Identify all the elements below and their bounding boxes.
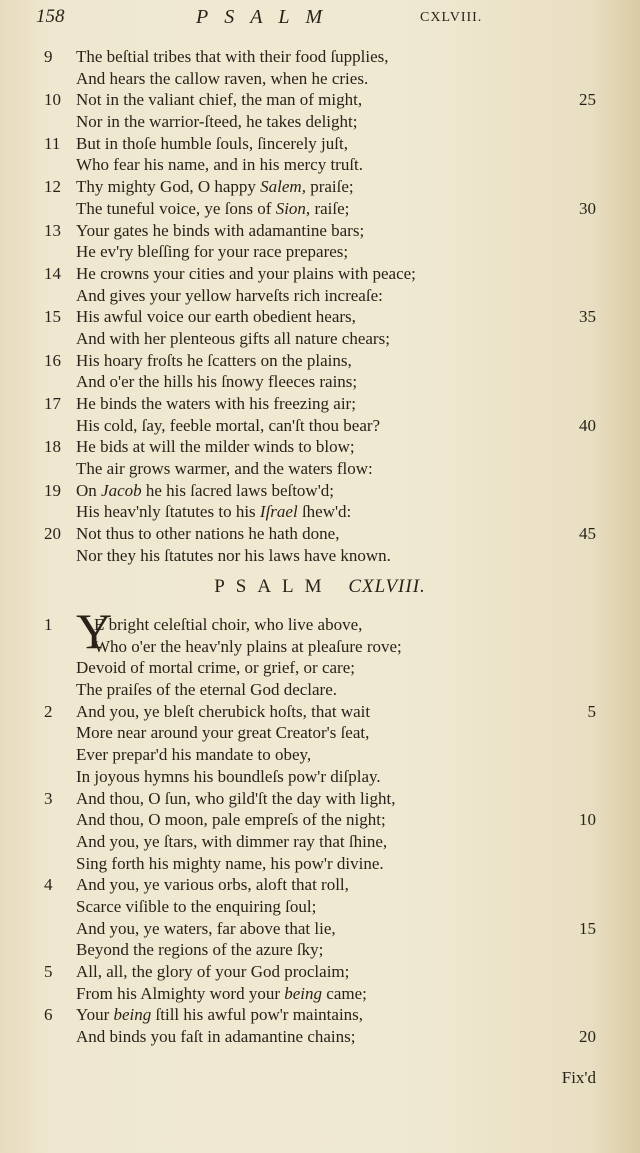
line-count-number: 15: [579, 918, 596, 938]
psalm-heading-number: CXLVIII.: [348, 576, 426, 597]
verse-line: [0, 350, 640, 372]
verse-line: [0, 874, 640, 896]
verse-line: [0, 939, 640, 961]
verse-text: He ev'ry bleſſing for your race prepares;: [76, 242, 349, 262]
running-header: [36, 6, 596, 30]
verse-text: Nor in the warrior-ſteed, he takes delight;: [76, 112, 358, 132]
verse-line: [0, 766, 640, 788]
verse-line: [0, 371, 640, 393]
verse-line: [0, 657, 640, 679]
psalm-heading-title: PSALM: [214, 576, 333, 597]
verse-line: [0, 523, 640, 545]
verse-text-part: he his ſacred laws beſtow'd;: [141, 480, 334, 500]
line-count-number: 45: [579, 524, 596, 544]
verse-text: The praiſes of the eternal God declare.: [76, 680, 338, 700]
verse-line: [0, 636, 640, 658]
verse-line: [0, 220, 640, 242]
verse-text: And you, ye various orbs, aloft that roll,: [76, 875, 349, 895]
verse-italic-word: Jacob: [101, 480, 142, 500]
verse-number: 17: [44, 394, 61, 413]
psalm-heading: [0, 576, 640, 598]
verse-number: 18: [44, 437, 61, 457]
verse-text: Scarce viſible to the enquiring ſoul;: [76, 896, 317, 916]
verse-text: Nor they his ſtatutes nor his laws have known.: [76, 545, 391, 565]
verse-italic-word: being: [113, 1005, 152, 1025]
verse-line: [0, 722, 640, 744]
verse-number: 2: [44, 701, 53, 721]
verse-text: Devoid of mortal crime, or grief, or care;: [76, 658, 355, 678]
verse-number: 11: [44, 133, 61, 153]
verse-line: [0, 501, 640, 523]
verse-text-part: ſtill his awful pow'r maintains,: [151, 1005, 364, 1025]
verse-number: 5: [44, 962, 53, 981]
line-count-number: 20: [579, 1027, 596, 1047]
verse-line: [0, 480, 640, 502]
verse-italic-word: Iſrael: [259, 502, 298, 522]
line-count-number: 35: [579, 307, 596, 327]
verse-text: The air grows warmer, and the waters flow:: [76, 459, 373, 479]
verse-number: 12: [44, 177, 61, 197]
verse-line: [0, 809, 640, 831]
verse-text: Beyond the regions of the azure ſky;: [76, 940, 324, 960]
verse-number: 9: [44, 47, 53, 66]
verse-line: [0, 176, 640, 198]
verse-line: [0, 285, 640, 307]
verse-text: [76, 983, 367, 1005]
verse-line: [0, 436, 640, 458]
verse-line: [0, 679, 640, 701]
verse-text-part: The tuneful voice, ye ſons of: [76, 198, 276, 218]
verse-text: And o'er the hills his ſnowy fleeces rains;: [76, 372, 358, 392]
verse-line: [0, 111, 640, 133]
verse-text: His awful voice our earth obedient hears,: [76, 307, 356, 327]
verse-text-part: From his Almighty word your: [76, 983, 285, 1003]
verse-line: [0, 918, 640, 940]
page-number: 158: [36, 6, 65, 27]
verse-line: [0, 241, 640, 263]
line-count-number: 5: [587, 701, 596, 721]
verse-line: [0, 263, 640, 285]
verse-text: And gives your yellow harveſts rich increaſe:: [76, 285, 383, 305]
verse-text: [76, 176, 354, 198]
verse-line: [0, 328, 640, 350]
verse-line: [0, 68, 640, 90]
verse-text: And with her plenteous gifts all nature chears;: [76, 328, 390, 348]
line-count-number: 40: [579, 415, 596, 435]
verse-text: He bids at will the milder winds to blow;: [76, 437, 355, 457]
verse-line: [0, 1004, 640, 1026]
line-count-number: 10: [579, 810, 596, 830]
verse-text: Ever prepar'd his mandate to obey,: [76, 745, 312, 765]
verse-line: [0, 1026, 640, 1048]
verse-text: E bright celeſtial choir, who live above,: [94, 615, 363, 634]
verse-text-part: His heav'nly ſtatutes to his: [76, 502, 260, 522]
verse-line: [0, 545, 640, 567]
verse-line: [0, 393, 640, 415]
verse-italic-word: Salem,: [260, 177, 306, 197]
verse-line: [0, 198, 640, 220]
verse-number: 10: [44, 90, 61, 110]
verse-line: [0, 46, 640, 68]
verse-text: Sing forth his mighty name, his pow'r divine.: [76, 853, 384, 873]
verse-number: 15: [44, 307, 61, 327]
verse-line: [0, 306, 640, 328]
verse-text: Not in the valiant chief, the man of might,: [76, 90, 363, 110]
verse-line: [0, 853, 640, 875]
verse-text: The beſtial tribes that with their food ſupplies,: [76, 47, 389, 66]
verse-text: Your gates he binds with adamantine bars;: [76, 220, 365, 240]
verse-line: [0, 133, 640, 155]
verse-line: [0, 614, 640, 636]
verse-text-part: came;: [322, 983, 367, 1003]
verse-line: [0, 831, 640, 853]
verse-text: And you, ye bleſt cherubick hoſts, that wait: [76, 701, 371, 721]
verse-text: He crowns your cities and your plains with peace;: [76, 263, 416, 283]
verse-text: Not thus to other nations he hath done,: [76, 524, 340, 544]
psalm-148-verses: [0, 614, 640, 1048]
verse-text: [76, 198, 349, 220]
verse-line: [0, 154, 640, 176]
verse-number: 3: [44, 788, 53, 808]
verse-text: And hears the callow raven, when he cries.: [76, 68, 369, 88]
verse-text: But in thoſe humble ſouls, ſincerely juſt,: [76, 133, 348, 153]
verse-text: His hoary froſts he ſcatters on the plains,: [76, 350, 352, 370]
verse-text: And thou, O ſun, who gild'ſt the day with light,: [76, 788, 396, 808]
verse-text: More near around your great Creator's ſeat,: [76, 723, 370, 743]
verse-number: 1: [44, 615, 53, 634]
verse-number: 19: [44, 480, 61, 500]
verse-text: [76, 480, 334, 502]
line-count-number: 30: [579, 198, 596, 218]
verse-text: And thou, O moon, pale empreſs of the night;: [76, 810, 386, 830]
verse-line: [0, 983, 640, 1005]
verse-text-part: ſhew'd:: [297, 502, 352, 522]
header-title: PSALM: [196, 6, 339, 28]
verse-italic-word: Sion,: [275, 198, 311, 218]
catchword: Fix'd: [561, 1068, 596, 1087]
verse-text: In joyous hymns his boundleſs pow'r diſplay.: [76, 766, 381, 786]
verse-text: [76, 501, 351, 523]
verse-text: And you, ye ſtars, with dimmer ray that ſhine,: [76, 831, 388, 851]
verse-text: Who fear his name, and in his mercy truſt.: [76, 155, 364, 175]
drop-cap: Y: [76, 603, 113, 659]
verse-line: [0, 744, 640, 766]
verse-number: 16: [44, 350, 61, 370]
verse-line: [0, 961, 640, 983]
verse-number: 4: [44, 875, 53, 895]
verse-line: [0, 896, 640, 918]
verse-text: And binds you faſt in adamantine chains;: [76, 1027, 356, 1047]
verse-number: 13: [44, 220, 61, 240]
verse-number: 20: [44, 524, 61, 544]
verse-text: He binds the waters with his freezing air;: [76, 394, 356, 413]
verse-italic-word: being: [284, 983, 323, 1003]
verse-text-part: raiſe;: [310, 198, 350, 218]
verse-number: 6: [44, 1005, 53, 1025]
verse-text: All, all, the glory of your God proclaim;: [76, 962, 350, 981]
verse-text-part: Your: [76, 1005, 114, 1025]
verse-line: [0, 788, 640, 810]
verse-number: 14: [44, 263, 61, 283]
psalm-147-verses: [0, 46, 640, 567]
verse-text: And you, ye waters, far above that lie,: [76, 918, 336, 938]
verse-text: Who o'er the heav'nly plains at pleaſure rove;: [94, 636, 402, 656]
header-psalm-number: CXLVIII.: [420, 10, 483, 25]
verse-text-part: praiſe;: [305, 177, 354, 197]
verse-line: [0, 458, 640, 480]
verse-text: His cold, ſay, feeble mortal, can'ſt thou bear?: [76, 415, 381, 435]
verse-line: [0, 701, 640, 723]
verse-text-part: Thy mighty God, O happy: [76, 177, 261, 197]
line-count-number: 25: [579, 90, 596, 110]
verse-line: [0, 89, 640, 111]
verse-text: [76, 1004, 363, 1026]
verse-line: [0, 415, 640, 437]
verse-text-part: On: [76, 480, 102, 500]
